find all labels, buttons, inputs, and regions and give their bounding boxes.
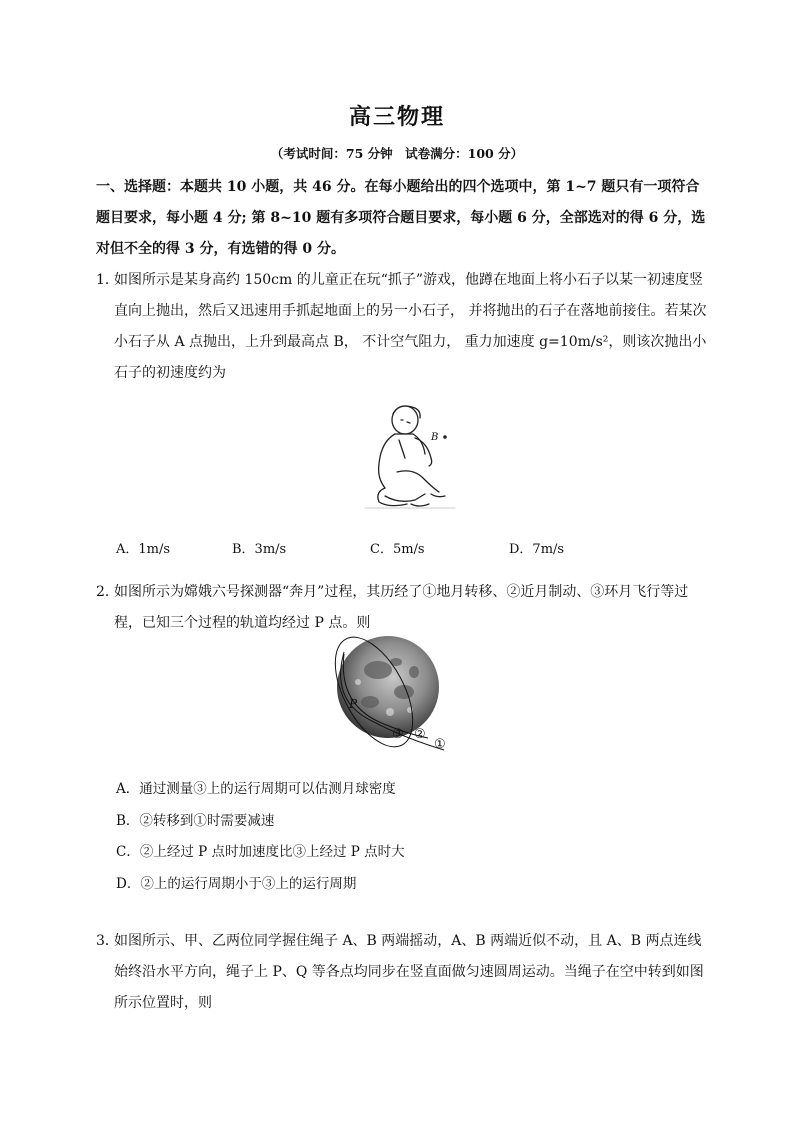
child-throwing-stone-figure <box>355 400 465 515</box>
point-b-label: B <box>431 432 439 443</box>
orbit-1-label: ① <box>434 737 446 752</box>
question-2 <box>96 577 708 639</box>
option-c[interactable]: C．5m/s <box>370 542 425 557</box>
question-number: 1． <box>96 272 119 288</box>
question-number: 3． <box>96 933 119 949</box>
section-instructions: 一、选择题：本题共 10 小题，共 46 分。在每小题给出的四个选项中，第 1~7 题只有一项符合题目要求，每小题 4 分; 第 8~10 题有多项符合题目要求，每小题 6 分，全部选对的得 6 分，选对但不全的得 3 分，有选错的得 0 分。 <box>96 179 706 257</box>
question-1 <box>96 265 708 389</box>
option-a[interactable]: A．1m/s <box>116 542 171 557</box>
option-d[interactable]: D．7m/s <box>509 542 565 557</box>
question-number: 2． <box>96 584 119 600</box>
moon-orbit-figure <box>330 632 462 756</box>
option-c[interactable]: C．②上经过 P 点时加速度比③上经过 P 点时大 <box>116 844 405 860</box>
question-stem: 如图所示是某身高约 150cm 的儿童正在玩“抓子”游戏，他蹲在地面上将小石子以某一初速度竖直向上抛出，然后又迅速用手抓起地面上的另一小石子， 并将抛出的石子在落地前接住。若某次小石子从 A 点抛出，上升到最高点 B， 不计空气阻力， 重力加速度 g=10m/s²，则该次抛出小石子的初速度约为 <box>114 272 707 381</box>
option-d[interactable]: D．②上的运行周期小于③上的运行周期 <box>116 876 357 892</box>
moon-sphere <box>337 636 439 738</box>
option-b[interactable]: B．②转移到①时需要减速 <box>116 813 275 829</box>
question-3 <box>96 926 708 1019</box>
orbit-3-label: ③ <box>392 727 404 742</box>
q1-options <box>116 538 716 558</box>
option-b[interactable]: B．3m/s <box>232 542 287 557</box>
point-p-label: P <box>349 697 358 711</box>
orbit-2-label: ② <box>414 727 426 742</box>
stone-dot <box>443 435 447 439</box>
option-a[interactable]: A．通过测量③上的运行周期可以估测月球密度 <box>116 781 396 797</box>
exam-info: （考试时间：75 分钟 试卷满分：100 分） <box>270 146 524 161</box>
page-title: 高三物理 <box>348 105 445 130</box>
question-stem: 如图所示、甲、乙两位同学握住绳子 A、B 两端摇动，A、B 两端近似不动，且 A、B 两点连线始终沿水平方向，绳子上 P、Q 等各点均同步在竖直面做匀速圆周运动。当绳子在空中转到如图所示位置时，则 <box>114 933 704 1011</box>
question-stem: 如图所示为嫦娥六号探测器“奔月”过程，其历经了①地月转移、②近月制动、③环月飞行等过程，已知三个过程的轨道均经过 P 点。则 <box>114 584 689 631</box>
